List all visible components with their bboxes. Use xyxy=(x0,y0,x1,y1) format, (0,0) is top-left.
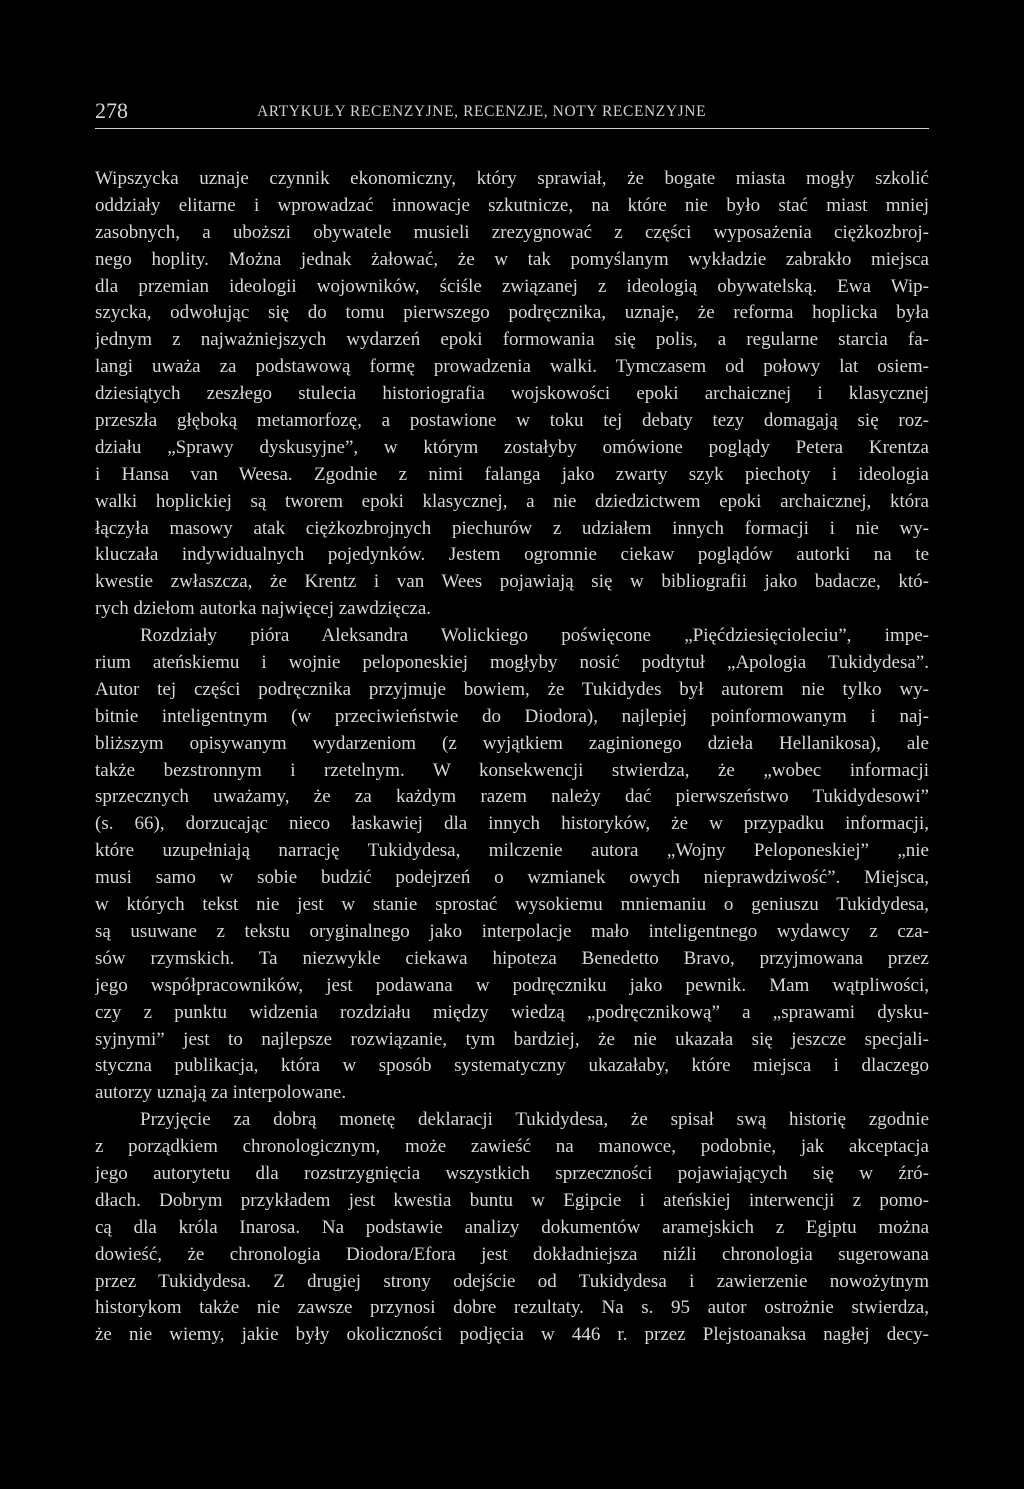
text-line: sprzecznych uważamy, że za każdym razem należy dać pierwszeństwo Tukidydesowi” xyxy=(95,786,929,808)
text-line: czy z punktu widzenia rozdziału między wiedzą „podręcznikową” a „sprawami dysku- xyxy=(95,1001,929,1023)
article-body xyxy=(95,166,929,1349)
text-line: rych dziełom autorka najwięcej zawdzięcza. xyxy=(95,598,432,620)
text-line: szycka, odwołując się do tomu pierwszego podręcznika, uznaje, że reforma hoplicka była xyxy=(95,302,929,324)
running-head-title: ARTYKUŁY RECENZYJNE, RECENZJE, NOTY RECENZYJNE xyxy=(257,103,707,120)
text-line: Wipszycka uznaje czynnik ekonomiczny, który sprawiał, że bogate miasta mogły szkolić xyxy=(95,168,929,189)
text-line: dowieść, że chronologia Diodora/Efora jest dokładniejsza niźli chronologia sugerowana xyxy=(95,1243,929,1265)
text-line: dziesiątych zeszłego stulecia historiografia wojskowości epoki archaicznej i klasycznej xyxy=(95,383,929,405)
text-line: langi uważa za podstawową formę prowadzenia walki. Tymczasem od połowy lat osiem- xyxy=(95,356,929,378)
text-line: zasobnych, a uboższi obywatele musieli zrezygnować z części wyposażenia ciężkozbroj- xyxy=(95,221,929,243)
text-line: działu „Sprawy dyskusyjne”, w którym zostałyby omówione poglądy Petera Krentza xyxy=(95,436,929,458)
text-line: że nie wiemy, jakie były okoliczności podjęcia w 446 r. przez Plejstoanaksa nagłej decy- xyxy=(95,1324,929,1346)
text-line: które uzupełniają narrację Tukidydesa, milczenie autora „Wojny Peloponeskiej” „nie xyxy=(95,840,929,862)
text-line: bliższym opisywanym wydarzeniom (z wyjątkiem zaginionego dzieła Hellanikosa), ale xyxy=(95,732,929,754)
text-line: jego współpracowników, jest podawana w podręczniku jako pewnik. Mam wątpliwości, xyxy=(95,974,929,996)
text-line: w których tekst nie jest w stanie sprostać wysokiemu mniemaniu o geniuszu Tukidydesa, xyxy=(95,894,929,916)
text-line: przeszła głęboką metamorfozę, a postawione w toku tej debaty tezy domagają się roz- xyxy=(95,410,929,432)
text-line: musi samo w sobie budzić podejrzeń o wzmianek owych nieprawdziwość”. Miejsca, xyxy=(95,867,929,889)
text-line: nego hoplity. Można jednak żałować, że w tak pomyślanym wykładzie zabrakło miejsca xyxy=(95,248,929,270)
text-line: kwestie zwłaszcza, że Krentz i van Wees pojawiają się w bibliografii jako badacze, któ- xyxy=(95,571,929,593)
text-line: dla przemian ideologii wojowników, ściśle związanej z ideologią obywatelską. Ewa Wip- xyxy=(95,275,929,297)
text-line: syjnymi” jest to najlepsze rozwiązanie, tym bardziej, że nie ukazała się jeszcze specjali- xyxy=(95,1028,929,1050)
text-line: jego autorytetu dla rozstrzygnięcia wszystkich sprzeczności pojawiających się w źró- xyxy=(95,1162,929,1184)
text-line: historykom także nie zawsze przynosi dobre rezultaty. Na s. 95 autor ostrożnie stwierdza, xyxy=(95,1297,929,1319)
text-line: sów rzymskich. Ta niezwykle ciekawa hipoteza Benedetto Bravo, przyjmowana przez xyxy=(95,947,929,969)
text-line: oddziały elitarne i wprowadzać innowacje szkutnicze, na które nie było stać miast mniej xyxy=(95,194,929,216)
text-line: autorzy uznają za interpolowane. xyxy=(95,1082,347,1104)
text-line: kluczała indywidualnych pojedynków. Jestem ogromnie ciekaw poglądów autorki na te xyxy=(95,544,929,566)
text-line: Rozdziały pióra Aleksandra Wolickiego poświęcone „Pięćdziesięcioleciu”, impe- xyxy=(140,625,929,647)
text-line: także bezstronnym i rzetelnym. W konsekwencji stwierdza, że „wobec informacji xyxy=(95,759,929,781)
text-line: dłach. Dobrym przykładem jest kwestia buntu w Egipcie i ateńskiej interwencji z pomo- xyxy=(95,1189,929,1211)
running-header xyxy=(95,98,929,129)
text-line: Przyjęcie za dobrą monetę deklaracji Tukidydesa, że spisał swą historię zgodnie xyxy=(140,1109,929,1131)
text-line: Autor tej części podręcznika przyjmuje bowiem, że Tukidydes był autorem nie tylko wy- xyxy=(95,678,929,700)
page-number: 278 xyxy=(95,98,128,123)
text-line: bitnie inteligentnym (w przeciwieństwie do Diodora), najlepiej poinformowanym i naj- xyxy=(95,705,929,727)
text-line: łączyła masowy atak ciężkozbrojnych piechurów z udziałem innych formacji i nie wy- xyxy=(95,517,929,539)
text-line: styczna publikacja, która w sposób systematyczny ukazałaby, które miejsca i dlaczego xyxy=(95,1055,929,1077)
text-line: walki hoplickiej są tworem epoki klasycznej, a nie dziedzictwem epoki archaicznej, która xyxy=(95,490,929,512)
text-line: (s. 66), dorzucając nieco łaskawiej dla innych historyków, że w przypadku informacji, xyxy=(95,813,929,835)
text-line: i Hansa van Weesa. Zgodnie z nimi falanga jako zwarty szyk piechoty i ideologia xyxy=(95,463,929,485)
text-line: rium ateńskiemu i wojnie peloponeskiej mogłyby nosić podtytuł „Apologia Tukidydesa”. xyxy=(95,652,929,674)
text-line: są usuwane z tekstu oryginalnego jako interpolacje mało inteligentnego wydawcy z cza- xyxy=(95,920,929,942)
text-line: jednym z najważniejszych wydarzeń epoki formowania się polis, a regularne starcia fa- xyxy=(95,329,929,351)
text-line: z porządkiem chronologicznym, może zawieść na manowce, podobnie, jak akceptacja xyxy=(95,1136,929,1158)
text-line: przez Tukidydesa. Z drugiej strony odejście od Tukidydesa i zawierzenie nowożytnym xyxy=(95,1270,929,1292)
text-line: cą dla króla Inarosa. Na podstawie analizy dokumentów aramejskich z Egiptu można xyxy=(95,1216,929,1238)
